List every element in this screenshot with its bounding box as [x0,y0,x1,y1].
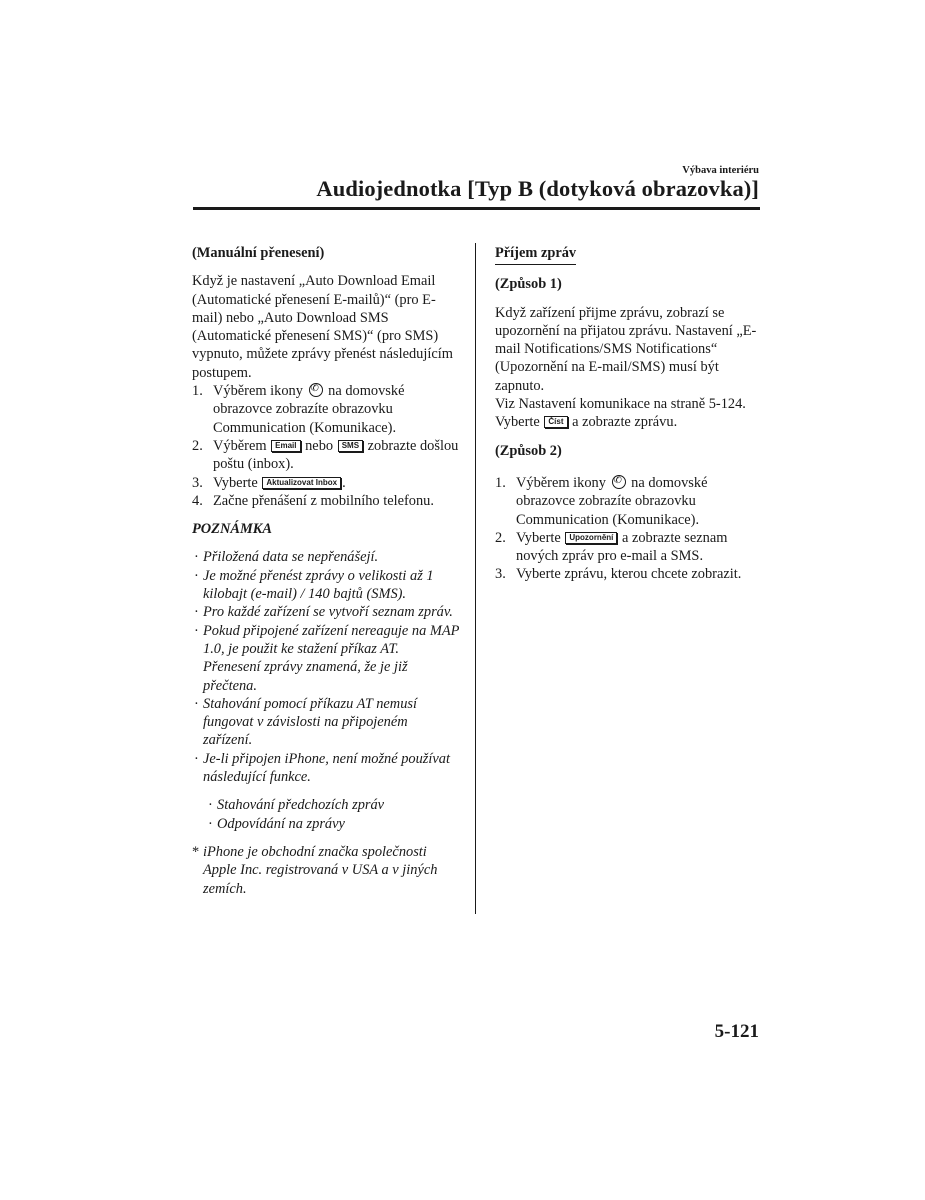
step-1 [495,474,765,529]
step-text: zobrazte došlou poštu (inbox). [213,437,459,473]
right-column [495,244,765,584]
phone-icon [612,475,626,489]
section-label: Výbava interiéru [682,165,759,176]
manual-steps [192,382,460,510]
step-number: 3. [192,474,203,491]
sub-note-item: · Stahování předchozích zpráv [208,797,385,814]
step-text: Vyberte [516,529,561,546]
sms-button[interactable]: SMS [338,440,363,452]
step-text: Vyberte [213,474,258,491]
sub-note-item: · Odpovídání na zprávy [208,815,345,832]
note-item: · Je-li připojen iPhone, není možné používat následující funkce. [194,750,450,786]
step-text: Vyberte zprávu, kterou chcete zobrazit. [516,566,742,583]
method-2-heading: (Způsob 2) [495,442,562,459]
step-1 [192,382,460,437]
step-3 [495,565,765,583]
step-2 [495,529,765,566]
step-number: 3. [495,566,506,583]
method-1-heading: (Způsob 1) [495,276,562,293]
step-text: Výběrem ikony [516,474,606,491]
step-2 [192,437,460,474]
step-text: a zobrazte seznam nových zpráv pro e-mail a SMS. [516,529,728,565]
read-button[interactable]: Číst [544,416,567,428]
page-number: 5-121 [714,1021,759,1042]
step-text: na domovské obrazovce zobrazíte obrazovku Communication (Komunikace). [516,474,708,528]
manual-transfer-heading: (Manuální přenesení) [192,245,325,261]
step-number: 2. [495,529,506,546]
manual-transfer-intro: Když je nastavení „Auto Download Email (Automatické přenesení E-mailů)“ (pro E-mail) nebo „Auto Download SMS (Automatické přenesení SMS)“ (pro SMS) vypnuto, můžete zprávy přenést následujícím postupem. [192,273,453,381]
email-button[interactable]: Email [271,440,300,452]
left-column [192,244,460,898]
step-4 [192,492,460,510]
step-number: 4. [192,492,203,509]
note-item: · Pokud připojené zařízení nereaguje na MAP 1.0, je použit ke stažení příkaz AT. Přenesení zprávy znamená, že je již přečtena. [194,622,460,694]
update-inbox-button[interactable]: Aktualizovat Inbox [262,477,341,489]
phone-icon [309,383,323,397]
method-1-text: Když zařízení přijme zprávu, zobrazí se upozornění na přijatou zprávu. Nastavení „E-mail Notifications/SMS Notifications“ (Upozornění na E-mail/SMS) musí být zapnuto. [495,304,757,394]
step-3 [192,474,460,492]
notification-button[interactable]: Upozornění [565,532,617,544]
method-2-steps [495,474,765,584]
step-number: 1. [192,383,203,400]
note-item: · Je možné přenést zprávy o velikosti až 1 kilobajt (e-mail) / 140 bajtů (SMS). [194,567,434,603]
read-instruction: Vyberte Číst a zobrazte zprávu. [495,414,678,431]
page-title: Audiojednotka [Typ B (dotyková obrazovka)] [316,176,759,201]
note-item: · Stahování pomocí příkazu AT nemusí fungovat v závislosti na připojeném zařízení. [194,695,417,749]
note-heading: POZNÁMKA [192,521,272,538]
step-text: nebo [305,437,334,454]
note-item: · Přiložená data se nepřenášejí. [194,549,379,566]
title-rule [193,207,760,210]
settings-reference: Viz Nastavení komunikace na straně 5-124. [495,396,746,413]
column-divider [475,243,476,914]
step-number: 2. [192,437,203,454]
step-number: 1. [495,474,506,491]
notes-list [192,548,460,897]
footnote: * iPhone je obchodní značka společnosti Apple Inc. registrovaná v USA a v jiných zemích. [192,843,438,897]
step-text: Výběrem ikony [213,383,303,400]
step-text: Začne přenášení z mobilního telefonu. [213,492,434,509]
message-receipt-heading: Příjem zpráv [495,244,576,265]
note-item: · Pro každé zařízení se vytvoří seznam zpráv. [194,604,453,621]
step-text: Výběrem [213,437,267,454]
step-text: na domovské obrazovce zobrazíte obrazovku Communication (Komunikace). [213,383,405,436]
step-text: . [342,474,346,491]
